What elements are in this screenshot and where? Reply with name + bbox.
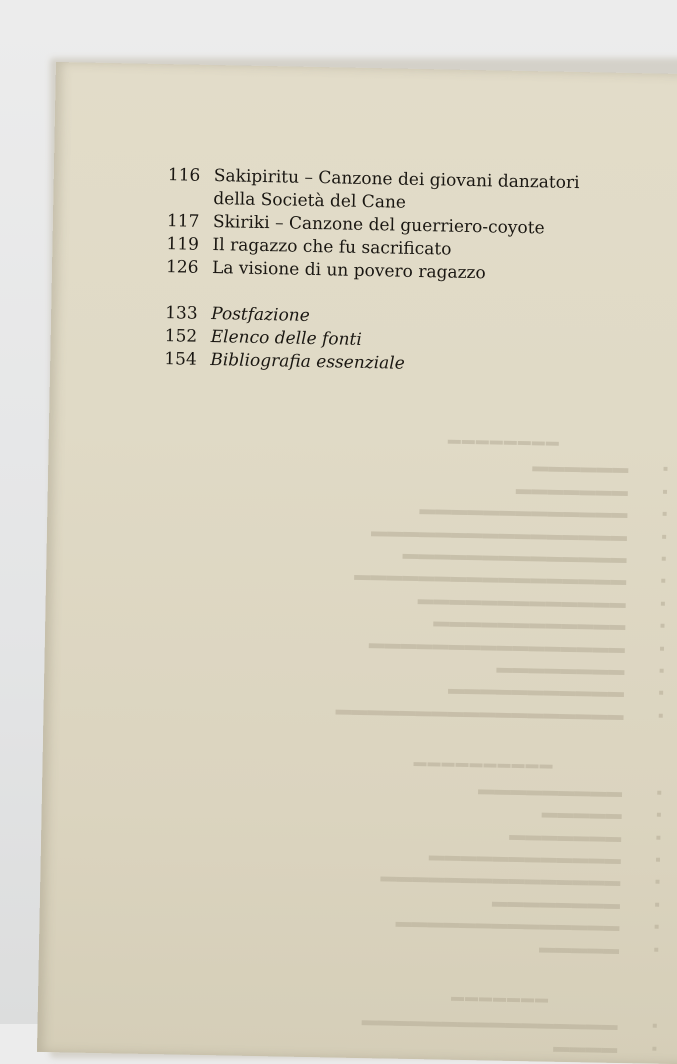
page-number: 126 <box>165 257 199 278</box>
entry-title: Elenco delle fonti <box>210 327 362 350</box>
page-number: 152 <box>164 326 198 347</box>
entry-title: Skiriki – Canzone del guerriero-coyote <box>212 212 545 239</box>
entry-title: La visione di un povero ragazzo <box>211 258 486 284</box>
page-number: 133 <box>165 303 198 324</box>
entry-title: Bibliografia essenziale <box>210 350 405 374</box>
page-number: 117 <box>166 211 200 232</box>
page-number: 119 <box>166 234 200 255</box>
table-of-contents <box>164 164 588 379</box>
page-number: 154 <box>164 349 197 370</box>
entry-title: Postfazione <box>210 304 310 326</box>
book-page <box>37 62 677 1064</box>
reverse-side-show-through: ▬▬▬▬▬▬▬▬ ▪ ▬▬▬▬▬▬ ▪ ▬▬▬▬▬▬▬ ▪ ▬▬▬▬▬▬▬▬▬▬▬▬▬ ▪ ▬▬▬▬▬▬▬▬▬▬▬▬▬▬▬▬ ▪ ▬▬▬▬▬▬▬▬▬▬▬▬▬▬ ▪ ▬▬▬▬▬▬▬▬▬▬▬▬▬▬▬▬▬ ▪ ▬▬▬▬▬▬▬▬▬▬▬▬▬ ▪ ▬▬▬▬▬▬▬▬▬▬▬▬ ▪ ▬▬▬▬▬▬▬▬▬▬▬▬▬▬▬▬ ▪ ▬▬▬▬▬▬▬▬ ▪ ▬▬▬▬▬▬▬▬▬▬▬ ▪ ▬▬▬▬▬▬▬▬▬▬▬▬▬▬▬▬▬▬ ▬▬▬▬▬▬▬▬▬▬ ▪ ▬▬▬▬▬▬▬▬▬ ▪ ▬▬▬▬▬ ▪ ▬▬▬▬▬▬▬ ▪ ▬▬▬▬▬▬▬▬▬▬▬▬ ▪ ▬▬▬▬▬▬▬▬▬▬▬▬▬▬▬ ▪ ▬▬▬▬▬▬▬▬ ▪ ▬▬▬▬▬▬▬▬▬▬▬▬▬▬ ▪ ▬▬▬▬▬ ▬▬▬▬▬▬▬ ▪ ▬▬▬▬▬▬▬▬▬▬▬▬▬▬▬▬ ▪ ▬▬▬▬ <box>335 431 669 1058</box>
entry-title: Sakipiritu – Canzone dei giovani danzatori <box>213 166 580 194</box>
entry-title: della Società del Cane <box>213 189 407 213</box>
entry-title: Il ragazzo che fu sacrificato <box>212 235 452 260</box>
page-number: 116 <box>167 165 201 186</box>
page-number <box>167 187 213 211</box>
